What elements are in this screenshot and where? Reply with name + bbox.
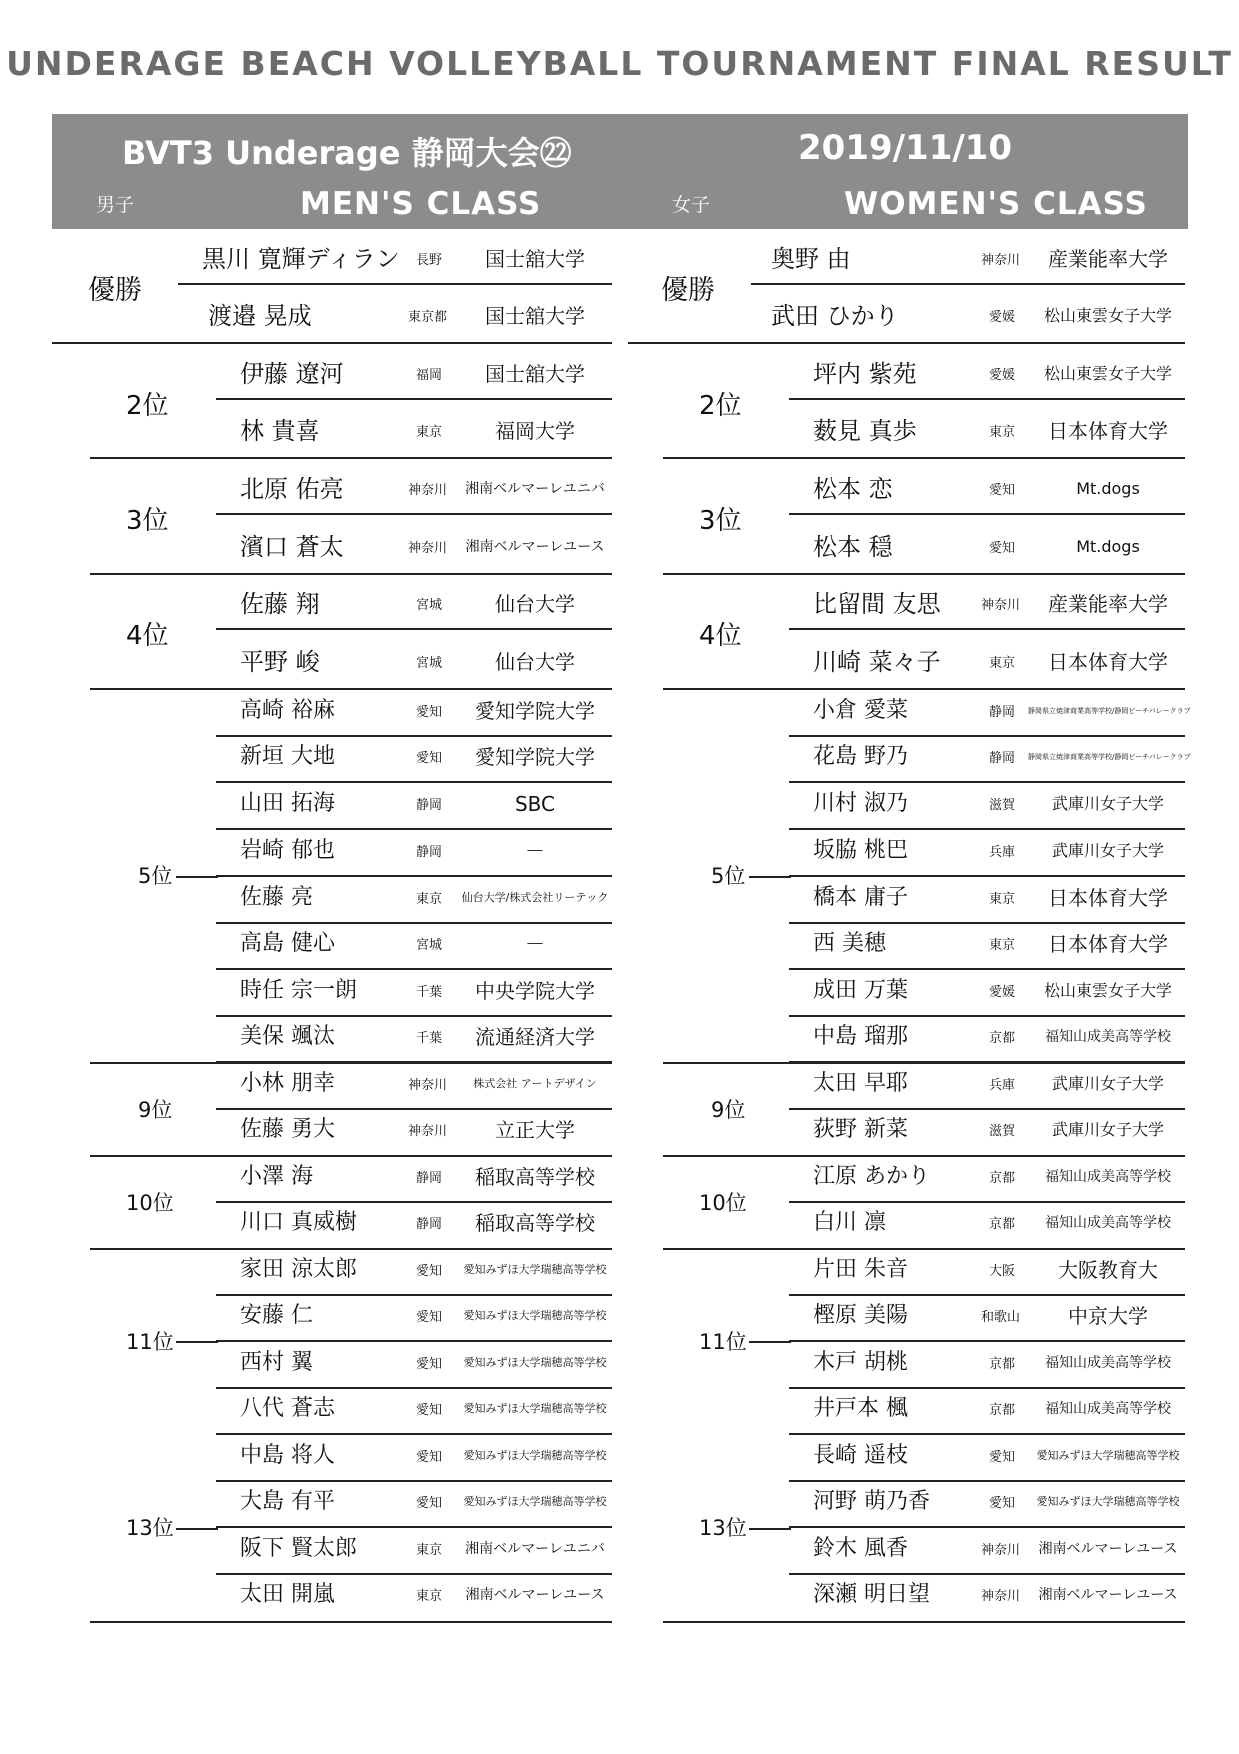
- player-team: 静岡県立焼津商業高等学校/静岡ビーチバレークラブ: [1028, 753, 1191, 761]
- row-underline: [216, 513, 612, 515]
- player-team: 愛知みずほ大学瑞穂高等学校: [463, 1309, 607, 1322]
- player-prefecture: 和歌山: [981, 1310, 1021, 1325]
- player-team: 大阪教育大: [1058, 1258, 1158, 1282]
- player-team: 仙台大学: [495, 650, 575, 674]
- player-team: 湘南ベルマーレユース: [465, 539, 605, 555]
- player-prefecture: 東京: [416, 1543, 443, 1558]
- player-name: 阪下 賢太郎: [240, 1536, 357, 1561]
- player-name: 比留間 友思: [813, 590, 941, 618]
- player-name: 佐藤 勇大: [240, 1117, 335, 1142]
- row-underline: [789, 828, 1185, 830]
- player-team: 日本体育大学: [1048, 650, 1168, 674]
- player-prefecture: 愛知: [416, 1496, 443, 1511]
- player-team: Mt.dogs: [1076, 537, 1140, 556]
- player-prefecture: 神奈川: [408, 483, 448, 498]
- player-name: 鈴木 風香: [813, 1536, 908, 1561]
- player-team: 松山東雲女子大学: [1043, 364, 1172, 383]
- player-name: 太田 早耶: [813, 1071, 908, 1096]
- player-prefecture: 東京: [989, 425, 1016, 440]
- player-team: 湘南ベルマーレユース: [1038, 1541, 1178, 1557]
- men-rank-label: 11位: [126, 1330, 174, 1354]
- row-underline: [216, 628, 612, 630]
- document-title: UNDERAGE BEACH VOLLEYBALL TOURNAMENT FINAL RESULT: [6, 44, 1233, 83]
- player-prefecture: 静岡: [416, 798, 443, 813]
- player-team: 福知山成美高等学校: [1045, 1215, 1171, 1231]
- row-underline: [789, 1294, 1185, 1296]
- player-prefecture: 京都: [989, 1217, 1016, 1232]
- group-divider: [663, 573, 1185, 575]
- group-divider: [90, 1062, 612, 1064]
- player-team: 株式会社 アートデザイン: [473, 1077, 597, 1090]
- row-underline: [216, 1294, 612, 1296]
- player-prefecture: 東京: [989, 656, 1016, 671]
- player-team: 武庫川女子大学: [1051, 1120, 1164, 1139]
- player-prefecture: 神奈川: [408, 1078, 448, 1093]
- row-underline: [789, 1015, 1185, 1017]
- row-underline: [789, 1526, 1185, 1528]
- row-underline: [216, 922, 612, 924]
- row-underline: [789, 875, 1185, 877]
- player-prefecture: 愛媛: [989, 368, 1016, 383]
- group-divider: [90, 457, 612, 459]
- group-divider: [90, 1155, 612, 1157]
- player-team: 仙台大学: [495, 592, 575, 616]
- player-name: 荻野 新菜: [813, 1117, 908, 1142]
- header-banner: [52, 114, 1188, 229]
- player-name: 松本 恋: [813, 475, 893, 503]
- row-underline: [216, 1526, 612, 1528]
- player-team: 愛知みずほ大学瑞穂高等学校: [1036, 1495, 1180, 1508]
- player-team: 産業能率大学: [1048, 592, 1168, 616]
- row-underline: [789, 398, 1185, 400]
- player-prefecture: 神奈川: [981, 1589, 1021, 1604]
- player-name: 新垣 大地: [240, 744, 335, 769]
- group-divider: [663, 1062, 1185, 1064]
- player-team: 静岡県立焼津商業高等学校/静岡ビーチバレークラブ: [1028, 707, 1191, 715]
- player-team: 愛知みずほ大学瑞穂高等学校: [463, 1356, 607, 1369]
- player-team: －: [525, 932, 545, 956]
- row-underline: [216, 1573, 612, 1575]
- event-date: 2019/11/10: [798, 128, 1013, 168]
- player-prefecture: 愛知: [989, 1496, 1016, 1511]
- player-name: 家田 涼太郎: [240, 1257, 357, 1282]
- men-rank-label: 13位: [126, 1516, 174, 1540]
- player-prefecture: 愛知: [416, 1357, 443, 1372]
- row-underline: [216, 781, 612, 783]
- player-prefecture: 静岡: [416, 1217, 443, 1232]
- men-rank-label: 優勝: [88, 275, 142, 306]
- player-team: 日本体育大学: [1048, 886, 1168, 910]
- player-name: 武田 ひかり: [771, 302, 899, 330]
- player-name: 小林 朋幸: [240, 1071, 335, 1096]
- player-name: 時任 宗一朗: [240, 978, 357, 1003]
- player-team: 日本体育大学: [1048, 419, 1168, 443]
- player-prefecture: 愛知: [416, 751, 443, 766]
- player-team: 福知山成美高等学校: [1045, 1029, 1171, 1045]
- men-rank-label: 10位: [126, 1191, 174, 1215]
- player-team: 愛知学院大学: [475, 745, 595, 769]
- rank-connector: [176, 876, 218, 878]
- player-prefecture: 宮城: [416, 656, 443, 671]
- player-name: 奥野 由: [771, 245, 851, 273]
- player-prefecture: 東京: [416, 425, 443, 440]
- player-team: 福知山成美高等学校: [1045, 1169, 1171, 1185]
- player-name: 濱口 蒼太: [240, 533, 344, 561]
- player-team: 日本体育大学: [1048, 932, 1168, 956]
- player-prefecture: 静岡: [989, 751, 1016, 766]
- row-underline: [216, 398, 612, 400]
- player-name: 片田 朱音: [813, 1257, 908, 1282]
- player-team: 湘南ベルマーレユニバ: [465, 1541, 605, 1557]
- player-team: 湘南ベルマーレユース: [465, 1587, 605, 1603]
- player-name: 伊藤 遼河: [240, 360, 344, 388]
- player-name: 中島 瑠那: [813, 1024, 908, 1049]
- men-class-title: MEN'S CLASS: [300, 186, 542, 222]
- row-underline: [216, 828, 612, 830]
- player-prefecture: 滋賀: [989, 1124, 1016, 1139]
- player-name: 高島 健心: [240, 931, 335, 956]
- women-rank-label: 2位: [699, 391, 742, 421]
- player-name: 中島 将人: [240, 1443, 335, 1468]
- player-team: 国士舘大学: [485, 247, 585, 271]
- player-name: 大島 有平: [240, 1489, 335, 1514]
- row-underline: [216, 1108, 612, 1110]
- men-rank-label: 4位: [126, 621, 169, 651]
- player-team: Mt.dogs: [1076, 479, 1140, 498]
- row-underline: [789, 1340, 1185, 1342]
- group-divider: [628, 342, 1185, 344]
- player-prefecture: 兵庫: [989, 845, 1016, 860]
- player-prefecture: 愛媛: [989, 985, 1016, 1000]
- men-rank-label: 2位: [126, 391, 169, 421]
- player-team: 福岡大学: [495, 419, 575, 443]
- rank-connector: [749, 876, 791, 878]
- player-team: 愛知みずほ大学瑞穂高等学校: [463, 1495, 607, 1508]
- row-underline: [216, 735, 612, 737]
- player-prefecture: 京都: [989, 1171, 1016, 1186]
- player-prefecture: 滋賀: [989, 798, 1016, 813]
- player-name: 小倉 愛菜: [813, 698, 908, 723]
- player-prefecture: 東京: [989, 892, 1016, 907]
- player-name: 八代 蒼志: [240, 1396, 335, 1421]
- player-prefecture: 長野: [416, 253, 443, 268]
- player-name: 川口 真威樹: [240, 1210, 357, 1235]
- player-name: 太田 開嵐: [240, 1582, 335, 1607]
- player-name: 北原 佑亮: [240, 475, 344, 503]
- player-name: 西 美穂: [813, 931, 886, 956]
- player-team: 稲取高等学校: [475, 1211, 595, 1235]
- player-prefecture: 静岡: [989, 705, 1016, 720]
- player-prefecture: 京都: [989, 1403, 1016, 1418]
- player-prefecture: 東京都: [408, 310, 448, 325]
- player-name: 平野 峻: [240, 648, 320, 676]
- player-prefecture: 愛知: [416, 1403, 443, 1418]
- player-prefecture: 愛知: [989, 483, 1016, 498]
- group-divider: [663, 1248, 1185, 1250]
- player-team: 中京大学: [1068, 1304, 1148, 1328]
- player-team: 産業能率大学: [1048, 247, 1168, 271]
- player-name: 薮見 真歩: [813, 417, 917, 445]
- women-rank-label: 13位: [699, 1516, 747, 1540]
- player-team: 武庫川女子大学: [1051, 794, 1164, 813]
- rank-connector: [749, 1341, 791, 1343]
- player-team: 福知山成美高等学校: [1045, 1355, 1171, 1371]
- player-team: 流通経済大学: [475, 1025, 595, 1049]
- player-prefecture: 京都: [989, 1031, 1016, 1046]
- player-prefecture: 愛知: [989, 541, 1016, 556]
- player-name: 渡邉 晃成: [208, 302, 312, 330]
- player-name: 長崎 遥枝: [813, 1443, 908, 1468]
- row-underline: [216, 1201, 612, 1203]
- player-prefecture: 神奈川: [981, 253, 1021, 268]
- row-underline: [216, 1480, 612, 1482]
- player-name: 成田 万葉: [813, 978, 908, 1003]
- player-prefecture: 千葉: [416, 1031, 443, 1046]
- player-prefecture: 東京: [416, 892, 443, 907]
- row-underline: [789, 1433, 1185, 1435]
- player-name: 川崎 菜々子: [813, 648, 941, 676]
- player-name: 白川 凛: [813, 1210, 886, 1235]
- player-name: 坪内 紫苑: [813, 360, 917, 388]
- player-prefecture: 愛媛: [989, 310, 1016, 325]
- player-name: 西村 翼: [240, 1350, 313, 1375]
- player-team: 中央学院大学: [475, 979, 595, 1003]
- player-name: 松本 穏: [813, 533, 893, 561]
- player-team: 武庫川女子大学: [1051, 841, 1164, 860]
- player-team: 立正大学: [495, 1118, 575, 1142]
- player-team: 仙台大学/株式会社リーテック: [461, 891, 609, 904]
- row-underline: [789, 1480, 1185, 1482]
- row-underline: [789, 628, 1185, 630]
- rank-connector: [176, 1341, 218, 1343]
- women-rank-label: 優勝: [661, 275, 715, 306]
- player-team: 愛知みずほ大学瑞穂高等学校: [463, 1449, 607, 1462]
- group-divider: [90, 1248, 612, 1250]
- player-team: 福知山成美高等学校: [1045, 1401, 1171, 1417]
- player-prefecture: 愛知: [416, 1264, 443, 1279]
- player-name: 深瀬 明日望: [813, 1582, 930, 1607]
- player-name: 黒川 寛輝ディラン: [202, 245, 400, 273]
- player-name: 林 貴喜: [240, 417, 320, 445]
- row-underline: [789, 1108, 1185, 1110]
- row-underline: [789, 1387, 1185, 1389]
- player-name: 橋本 庸子: [813, 885, 908, 910]
- women-class-jp-label: 女子: [672, 194, 711, 216]
- player-prefecture: 宮城: [416, 598, 443, 613]
- player-name: 井戸本 楓: [813, 1396, 908, 1421]
- player-prefecture: 神奈川: [981, 598, 1021, 613]
- group-divider: [90, 573, 612, 575]
- player-name: 木戸 胡桃: [813, 1350, 908, 1375]
- player-team: SBC: [514, 792, 556, 816]
- group-divider: [663, 688, 1185, 690]
- event-name: BVT3 Underage 静岡大会㉒: [122, 134, 572, 172]
- row-underline: [789, 781, 1185, 783]
- women-rank-label: 9位: [711, 1098, 746, 1122]
- row-underline: [789, 513, 1185, 515]
- player-name: 川村 淑乃: [813, 791, 908, 816]
- row-underline: [789, 922, 1185, 924]
- men-class-jp-label: 男子: [96, 194, 135, 216]
- row-underline: [789, 735, 1185, 737]
- player-prefecture: 千葉: [416, 985, 443, 1000]
- player-prefecture: 愛知: [416, 705, 443, 720]
- player-prefecture: 宮城: [416, 938, 443, 953]
- player-prefecture: 神奈川: [408, 1124, 448, 1139]
- player-name: 美保 颯汰: [240, 1024, 335, 1049]
- women-rank-label: 3位: [699, 506, 742, 536]
- row-underline: [216, 875, 612, 877]
- group-divider: [663, 1621, 1185, 1623]
- player-team: 愛知みずほ大学瑞穂高等学校: [1036, 1449, 1180, 1462]
- player-team: －: [525, 839, 545, 863]
- row-underline: [789, 1201, 1185, 1203]
- player-prefecture: 大阪: [989, 1264, 1016, 1279]
- women-rank-label: 4位: [699, 621, 742, 651]
- player-prefecture: 愛知: [416, 1310, 443, 1325]
- player-prefecture: 静岡: [416, 1171, 443, 1186]
- row-underline: [216, 968, 612, 970]
- player-name: 河野 萌乃香: [813, 1489, 930, 1514]
- player-prefecture: 東京: [416, 1589, 443, 1604]
- player-team: 松山東雲女子大学: [1043, 306, 1172, 325]
- player-prefecture: 静岡: [416, 845, 443, 860]
- player-name: 江原 あかり: [813, 1164, 930, 1189]
- row-underline: [789, 1573, 1185, 1575]
- women-rank-label: 11位: [699, 1330, 747, 1354]
- player-prefecture: 愛知: [416, 1450, 443, 1465]
- player-name: 安藤 仁: [240, 1303, 313, 1328]
- women-rank-label: 10位: [699, 1191, 747, 1215]
- player-team: 松山東雲女子大学: [1043, 981, 1172, 1000]
- group-divider: [663, 1155, 1185, 1157]
- men-rank-label: 9位: [138, 1098, 173, 1122]
- player-prefecture: 愛知: [989, 1450, 1016, 1465]
- player-team: 湘南ベルマーレユニバ: [465, 481, 605, 497]
- player-team: 国士舘大学: [485, 362, 585, 386]
- player-team: 稲取高等学校: [475, 1165, 595, 1189]
- player-prefecture: 福岡: [416, 368, 443, 383]
- player-name: 樫原 美陽: [813, 1303, 908, 1328]
- player-team: 国士舘大学: [485, 304, 585, 328]
- row-underline: [789, 968, 1185, 970]
- group-divider: [90, 1621, 612, 1623]
- women-class-title: WOMEN'S CLASS: [844, 186, 1148, 222]
- men-rank-label: 5位: [138, 864, 173, 888]
- player-prefecture: 神奈川: [408, 541, 448, 556]
- player-prefecture: 東京: [989, 938, 1016, 953]
- row-underline: [178, 283, 612, 285]
- player-team: 湘南ベルマーレユース: [1038, 1587, 1178, 1603]
- row-underline: [751, 283, 1185, 285]
- rank-connector: [176, 1528, 218, 1530]
- player-prefecture: 京都: [989, 1357, 1016, 1372]
- player-team: 愛知学院大学: [475, 699, 595, 723]
- player-name: 佐藤 亮: [240, 885, 313, 910]
- player-team: 愛知みずほ大学瑞穂高等学校: [463, 1402, 607, 1415]
- women-rank-label: 5位: [711, 864, 746, 888]
- player-name: 佐藤 翔: [240, 590, 320, 618]
- player-prefecture: 神奈川: [981, 1543, 1021, 1558]
- player-name: 高崎 裕麻: [240, 698, 335, 723]
- player-team: 武庫川女子大学: [1051, 1074, 1164, 1093]
- row-underline: [216, 1387, 612, 1389]
- row-underline: [216, 1340, 612, 1342]
- player-name: 花島 野乃: [813, 744, 908, 769]
- rank-connector: [749, 1528, 791, 1530]
- player-prefecture: 兵庫: [989, 1078, 1016, 1093]
- group-divider: [90, 688, 612, 690]
- row-underline: [216, 1433, 612, 1435]
- row-underline: [216, 1015, 612, 1017]
- group-divider: [52, 342, 612, 344]
- men-rank-label: 3位: [126, 506, 169, 536]
- player-name: 小澤 海: [240, 1164, 313, 1189]
- player-name: 岩崎 郁也: [240, 838, 335, 863]
- group-divider: [663, 457, 1185, 459]
- player-team: 愛知みずほ大学瑞穂高等学校: [463, 1263, 607, 1276]
- player-name: 坂脇 桃巴: [813, 838, 908, 863]
- player-name: 山田 拓海: [240, 791, 335, 816]
